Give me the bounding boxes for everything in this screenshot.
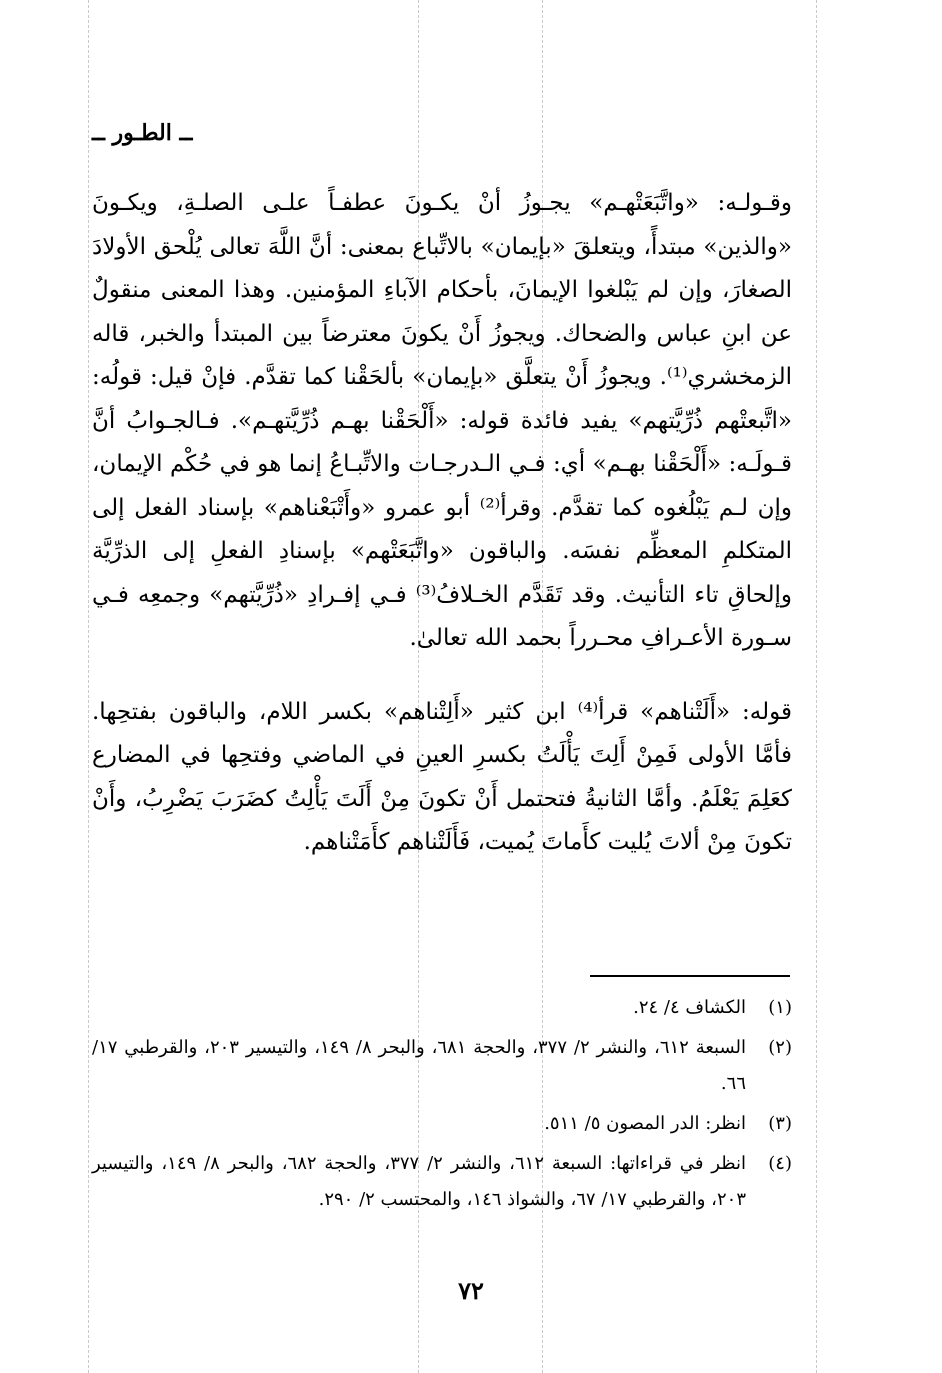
footnote-number: (١) [768,997,792,1018]
footnote-number: (٣) [768,1113,792,1134]
footnote-text: انظر: الدر المصون ٥/ ٥١١. [544,1113,746,1134]
paragraph: قوله: «أَلَتْناهم» قرأ⁽⁴⁾ ابن كثير «أَلِتْناهم» بكسر اللام، والباقون بفتحِها. فأمَّا الأولى فَمِنْ أَلِتَ يَأْلَتُ بكسرِ العينِ في الماضي وفتحِها في المضارع كعَلِمَ يَعْلَمُ. وأمَّا الثانيةُ فتحتمل أَنْ تكونَ مِنْ أَلَتَ يَأْلِتُ كضَرَبَ يَضْرِبُ، وأَنْ تكونَ مِنْ ألاتَ يُليت كأَماتَ يُميت، فَأَلَتْناهم كأَمَتْناهم. [92,698,792,855]
footnote-text: الكشاف ٤/ ٢٤. [633,997,746,1018]
footnote [92,1106,792,1142]
footnote-separator [590,975,790,977]
footnote [92,1030,792,1102]
guide-line [816,0,817,1373]
guide-line [88,0,89,1373]
footnote-text: السبعة ٦١٢، والنشر ٢/ ٣٧٧، والحجة ٦٨١، والبحر ٨/ ١٤٩، والتيسير ٢٠٣، والقرطبي ١٧/ ٦٦. [92,1037,747,1094]
footnote-text: انظر في قراءاتها: السبعة ٦١٢، والنشر ٢/ ٣٧٧، والحجة ٦٨٢، والبحر ٨/ ١٤٩، والتيسير ٢٠٣، والقرطبي ١٧/ ٦٧، والشواذ ١٤٦، والمحتسب ٢/ ٢٩٠. [92,1153,747,1210]
footnotes [92,990,792,1222]
footnote [92,990,792,1026]
page-number: ٧٢ [458,1276,484,1305]
footnote [92,1146,792,1218]
main-text [92,182,792,865]
running-header: ــ الطـور ــ [92,120,193,146]
footnote-number: (٢) [768,1037,792,1058]
footnote-number: (٤) [768,1153,792,1174]
paragraph: وقـولـه: «واتَّبَعَتْهـم» يجـوزُ أنْ يكـونَ عطفـاً علـى الصلـةِ، ويكـونَ «والذين» مبتدأً، ويتعلقَ «بإيمان» بالاتِّباع بمعنى: أنَّ اللَّهَ تعالى يُلْحق الأولادَ الصغارَ، وإن لم يَبْلغوا الإيمانَ، بأحكام الآباءِ المؤمنين. وهذا المعنى منقولٌ عن ابنِ عباس والضحاك. ويجوزُ أَنْ يكونَ معترضاً بين المبتدأ والخبر، قاله الزمخشري⁽¹⁾. ويجوزُ أَنْ يتعلَّق «بإيمان» بألحَقْنا كما تقدَّم. فإنْ قيل: قولُه: «اتَّبعتْهم ذُرِّيَّتهم» يفيد فائدة قوله: «أَلْحَقْنا بهـم ذُرِّيَّتهـم». فـالجـوابُ أنَّ قـولَـه: «أَلْحَقْنا بهـم» أي: فـي الـدرجـات والاتِّبـاعُ إنما هو في حُكْم الإيمان، وإن لـم يَبْلُغوه كما تقدَّم. وقرأ⁽²⁾ أبو عمرو «وأَتْبَعْناهم» بإسناد الفعل إلى المتكلمِ المعظِّم نفسَه. والباقون «واتَّبَعَتْهم» بإسنادِ الفعلِ إلى الذرِّيَّة وإلحاقِ تاء التأنيث. وقد تَقَدَّم الخـلافُ⁽³⁾ فـي إفـرادِ «ذُرِّيَّتهم» وجمعِه فـي سـورة الأعـرافِ محـرراً بحمد الله تعالىٰ. [92,190,792,651]
